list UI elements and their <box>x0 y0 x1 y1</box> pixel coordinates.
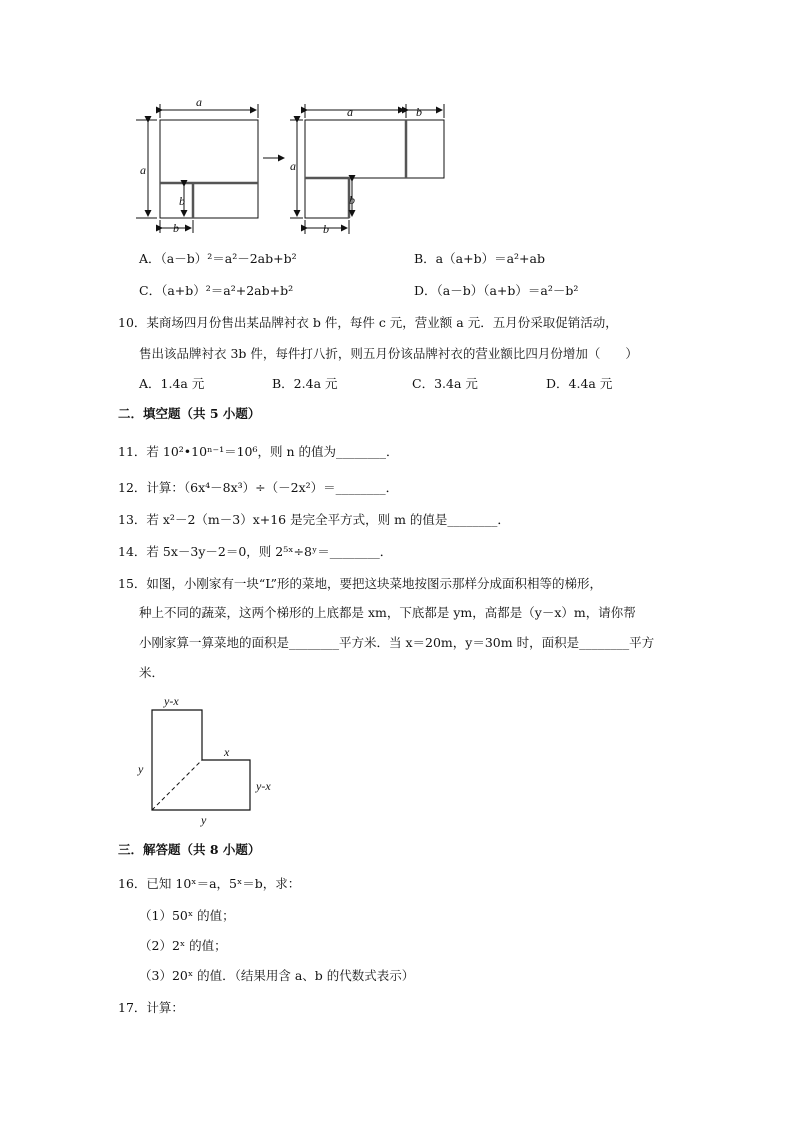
label-y-x-right: y-x <box>256 779 271 793</box>
q15-line3: 小刚家算一算菜地的面积是________平方米．当 x＝20m，y＝30m 时，面积是________平方 <box>139 635 655 650</box>
label-b-vert-right: b <box>349 193 355 207</box>
q16-part2: （2）2ˣ 的值； <box>139 938 227 953</box>
q13: 13．若 x²－2（m－3）x+16 是完全平方式，则 m 的值是________． <box>118 512 510 527</box>
q12: 12．计算：（6x⁴－8x³）÷（－2x²）＝________． <box>118 480 399 495</box>
l-shape-figure <box>130 690 330 830</box>
q10-option-d: D．4.4a 元 <box>546 376 613 391</box>
q10-line1: 10．某商场四月份售出某品牌衬衣 b 件，每件 c 元，营业额 a 元．五月份采取促销活动， <box>118 315 618 330</box>
label-y-bottom: y <box>201 813 207 827</box>
q9-option-d: D．（a－b）（a+b）＝a²－b² <box>414 283 579 298</box>
label-x-inner: x <box>224 745 230 759</box>
label-a-top-left: a <box>196 95 202 109</box>
label-b-bottom-left: b <box>173 221 179 235</box>
label-a-side-left: a <box>140 163 146 177</box>
q10-line2: 售出该品牌衬衣 3b 件，每件打八折，则五月份该品牌衬衣的营业额比四月份增加（ ） <box>139 346 638 361</box>
q10-option-c: C．3.4a 元 <box>412 376 478 391</box>
label-a-side-right: a <box>290 159 296 173</box>
q14: 14．若 5x－3y－2＝0，则 2⁵ˣ÷8ʸ＝________． <box>118 544 393 559</box>
label-y-x-top: y-x <box>164 694 179 708</box>
square-split-figure <box>0 0 794 240</box>
q10-option-b: B．2.4a 元 <box>272 376 338 391</box>
label-b-vert-left: b <box>179 194 185 208</box>
q9-option-c: C．（a+b）²＝a²+2ab+b² <box>139 283 294 298</box>
section-heading-solve: 三．解答题（共 8 小题） <box>118 842 261 857</box>
q10-option-a: A．1.4a 元 <box>139 376 205 391</box>
section-heading-fill-in: 二．填空题（共 5 小题） <box>118 406 261 421</box>
label-a-top-right: a <box>347 105 353 119</box>
q16-stem: 16．已知 10ˣ＝a，5ˣ＝b，求： <box>118 876 301 891</box>
q11: 11．若 10²•10ⁿ⁻¹＝10⁶，则 n 的值为________． <box>118 444 399 459</box>
q15-line4: 米． <box>139 665 165 680</box>
right-top-rect <box>305 120 444 178</box>
q16-part1: （1）50ˣ 的值； <box>139 908 235 923</box>
q16-part3: （3）20ˣ 的值．（结果用含 a、b 的代数式表示） <box>139 968 415 983</box>
q15-line2: 种上不同的蔬菜，这两个梯形的上底都是 xm，下底都是 ym，高都是（y－x）m，请你帮 <box>139 605 636 620</box>
right-bottom-square <box>305 178 349 218</box>
label-b-bottom-right: b <box>323 222 329 236</box>
left-square <box>160 120 258 218</box>
q15-line1: 15．如图，小刚家有一块“L”形的菜地，要把这块菜地按图示那样分成面积相等的梯形， <box>118 576 602 591</box>
label-b-top-right: b <box>416 105 422 119</box>
label-y-left: y <box>138 762 144 776</box>
q17-stem: 17．计算： <box>118 1000 184 1015</box>
q9-option-b: B．a（a+b）＝a²+ab <box>414 251 545 266</box>
q9-option-a: A．（a－b）²＝a²－2ab+b² <box>139 251 297 266</box>
l-shape-diagonal <box>152 760 202 810</box>
